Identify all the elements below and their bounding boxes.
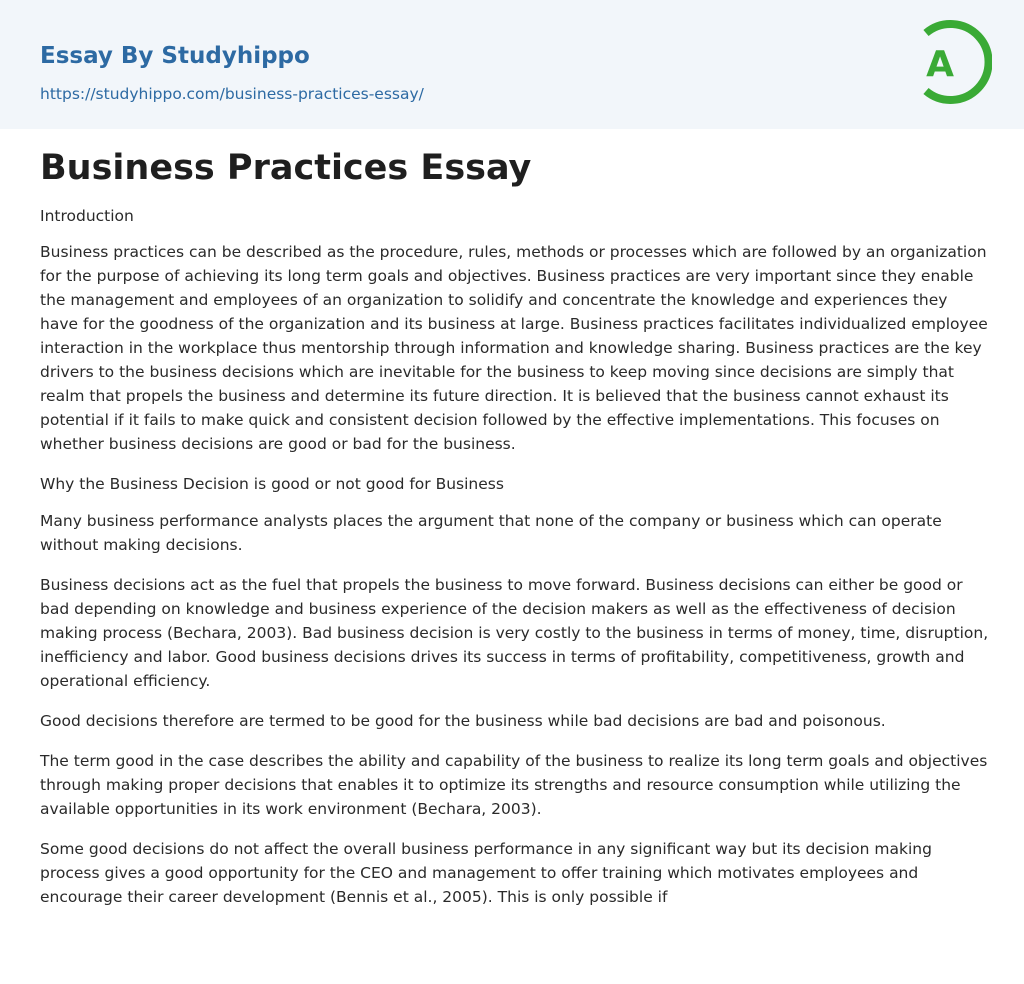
paragraph: Business decisions act as the fuel that propels the business to move forward. Business decisions can either be good or bad depending on knowledge and business experience of the decision makers as well as the effectiveness of decision making process (Bechara, 2003). Bad business decision is very costly to the business in terms of money, time, disruption, inefficiency and labor. Good business decisions drives its success in terms of profitability, competitiveness, growth and operational efficiency. [40, 576, 989, 690]
studyhippo-logo-icon[interactable] [906, 19, 992, 105]
paragraph: The term good in the case describes the ability and capability of the business to realize its long term goals and objectives through making proper decisions that enables it to optimize its strengths and resource consumption while utilizing the available opportunities in its work environment (Bechara, 2003). [40, 752, 988, 818]
site-brand[interactable]: Essay By Studyhippo [40, 43, 310, 69]
paragraph: Some good decisions do not affect the overall business performance in any significant way but its decision making process gives a good opportunity for the CEO and management to offer training which motivates employees and encourage their career development (Bennis et al., 2005). This is only possible if [40, 840, 932, 906]
section-heading-introduction: Introduction [40, 207, 134, 225]
site-header [0, 0, 1024, 129]
article [40, 140, 990, 909]
paragraph-intro: Business practices can be described as the procedure, rules, methods or processes which are followed by an organization for the purpose of achieving its long term goals and objectives. Business practices are very important since they enable the management and employees of an organization to solidify and concentrate the knowledge and experiences they have for the goodness of the organization and its business at large. Business practices facilitates individualized employee interaction in the workplace thus mentorship through information and knowledge sharing. Business practices are the key drivers to the business decisions which are inevitable for the business to keep moving since decisions are simply that realm that propels the business and determine its future direction. It is believed that the business cannot exhaust its potential if it fails to make quick and consistent decision followed by the effective implementations. This focuses on whether business decisions are good or bad for the business. [40, 243, 988, 453]
page-title: Business Practices Essay [40, 148, 532, 188]
essay-url-link[interactable]: https://studyhippo.com/business-practices-essay/ [40, 85, 424, 103]
logo-letter: A [926, 44, 954, 85]
paragraph: Many business performance analysts places the argument that none of the company or business which can operate without making decisions. [40, 512, 942, 554]
section-heading-why: Why the Business Decision is good or not good for Business [40, 475, 504, 493]
paragraph: Good decisions therefore are termed to be good for the business while bad decisions are bad and poisonous. [40, 712, 886, 730]
